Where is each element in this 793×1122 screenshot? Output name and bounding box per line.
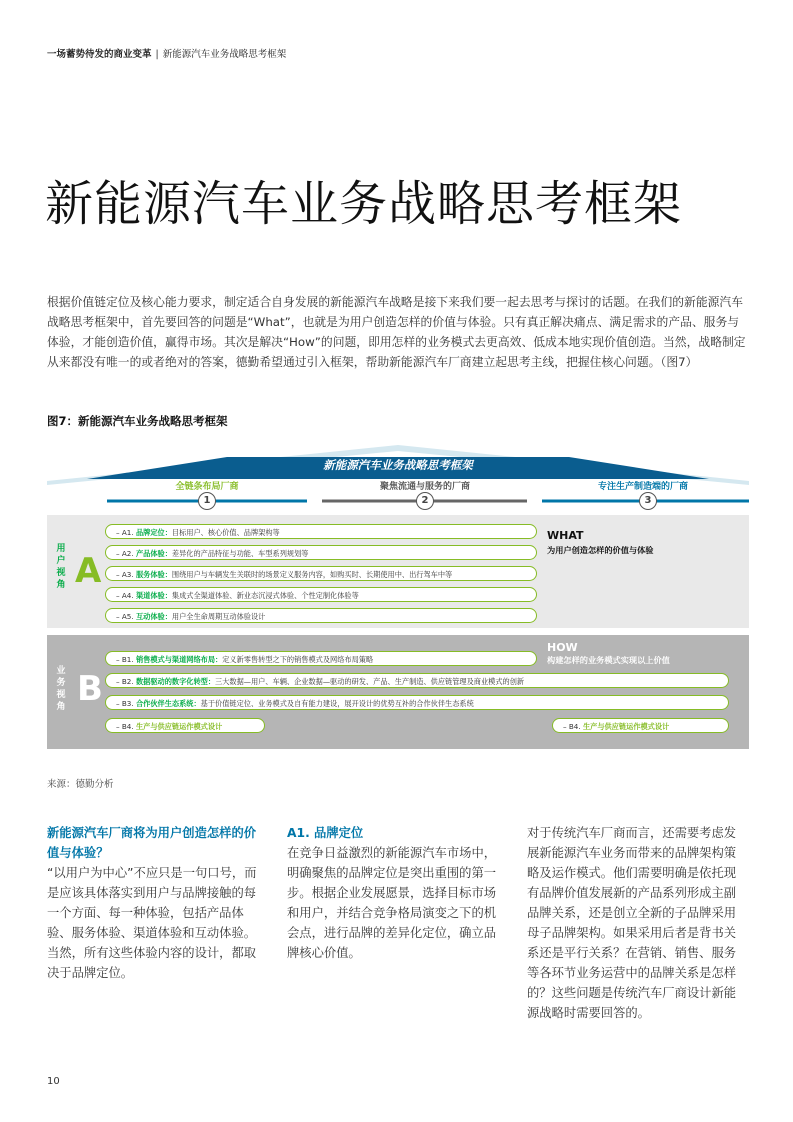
item-text: 围绕用户与车辆发生关联时的场景定义服务内容，如购买时、长期使用中、出行驾车中等 [171, 570, 453, 579]
item-text: 差异化的产品特征与功能、车型系列规划等 [171, 549, 309, 558]
page-number: 10 [47, 1076, 60, 1087]
item-text: 三大数据—用户、车辆、企业数据—驱动的研发、产品、生产制造、供应链管理及商业模式的创新 [215, 677, 525, 686]
item-b3 [105, 695, 729, 710]
banner-title: 新能源汽车业务战略思考框架 [323, 458, 473, 472]
user-perspective-band [47, 515, 749, 628]
user-perspective-label [55, 543, 67, 591]
running-header [47, 46, 286, 60]
item-text: 基于价值链定位、业务模式及自有能力建设，展开设计的优势互补的合作伙伴生态系统 [200, 699, 474, 708]
letter-a: A [75, 551, 102, 591]
item-code: – A1. [116, 528, 134, 537]
column3-label: 专注生产制造端的厂商 [597, 482, 688, 492]
column3-number: 3 [639, 492, 657, 510]
how-heading: HOW [547, 641, 578, 654]
item-a3 [105, 566, 537, 581]
business-perspective-label [55, 665, 67, 713]
item-key: 渠道体验： [135, 591, 172, 600]
column1-number: 1 [198, 492, 216, 510]
item-text: 定义新零售转型之下的销售模式及网络布局策略 [222, 655, 374, 664]
item-key: 销售模式与渠道网络布局： [135, 655, 223, 664]
figure-source: 来源：德勤分析 [47, 779, 114, 790]
item-text: 用户全生命周期互动体验设计 [171, 612, 266, 621]
what-subheading: 为用户创造怎样的价值与体验 [547, 545, 654, 555]
header-section: 一场蓄势待发的商业变革 [47, 49, 152, 60]
item-code: – A5. [116, 612, 134, 621]
item-code: – A2. [116, 549, 134, 558]
column1-body: “以用户为中心”不应只是一句口号，而是应该具体落实到用户与品牌接触的每一个方面、每一种体验，包括产品体验、服务体验、渠道体验和互动体验。当然，所有这些体验内容的设计，都取决于品牌定位。 [47, 866, 257, 980]
item-a5 [105, 608, 537, 623]
column3-body: 对于传统汽车厂商而言，还需要考虑发展新能源汽车业务而带来的品牌架构策略及运作模式。他们需要明确是依托现有品牌价值发展新的产品系列形成主副品牌关系，还是创立全新的子品牌采用母子品牌架构。如果采用后者是背书关系还是平行关系？在营销、销售、服务等各环节业务运营中的品牌关系是怎样的？这些问题是传统汽车厂商设计新能源战略时需要回答的。 [527, 826, 737, 1020]
item-key: 产品体验： [135, 549, 172, 558]
column2-heading: A1. 品牌定位 [287, 826, 364, 840]
side-char: 务 [56, 678, 66, 688]
letter-b: B [77, 669, 103, 709]
side-char: 角 [56, 580, 66, 590]
item-key: 服务体验： [135, 570, 172, 579]
item-text: 目标用户、核心价值、品牌架构等 [171, 528, 280, 537]
item-key: 合作伙伴生态系统： [135, 699, 201, 708]
item-code: – B1. [116, 655, 134, 664]
item-key: 数据驱动的数字化转型： [135, 677, 216, 686]
item-key: 生产与供应链运作模式设计 [135, 722, 223, 731]
header-chapter: 新能源汽车业务战略思考框架 [162, 49, 287, 60]
item-code: – B4. [116, 722, 134, 731]
column1-label: 全链条布局厂商 [175, 482, 239, 492]
side-char: 视 [56, 568, 66, 578]
item-text: 集成式全渠道体验、新业态沉浸式体验、个性定制化体验等 [171, 591, 359, 600]
item-code: – B4. [563, 722, 581, 731]
item-key: 生产与供应链运作模式设计 [582, 722, 670, 731]
side-char: 角 [56, 702, 66, 712]
item-a4 [105, 587, 537, 602]
side-char: 视 [56, 690, 66, 700]
item-key: 品牌定位： [135, 528, 172, 537]
column1-heading: 新能源汽车厂商将为用户创造怎样的价值与体验？ [47, 826, 257, 860]
intro-paragraph: 根据价值链定位及核心能力要求，制定适合自身发展的新能源汽车战略是接下来我们要一起去思考与探讨的话题。在我们的新能源汽车战略思考框架中，首先要回答的问题是“What”，也就是为用户创造怎样的价值与体验。只有真正解决痛点、满足需求的产品、服务与体验，才能创造价值，赢得市场。其次是解决“How”的问题，即用怎样的业务模式去更高效、低成本地实现价值创造。当然，战略制定从来都没有唯一的或者绝对的答案，德勤希望通过引入框架，帮助新能源汽车厂商建立起思考主线，把握住核心问题。（图7） [47, 295, 746, 369]
side-char: 业 [56, 666, 66, 676]
item-a1 [105, 524, 537, 539]
column-1 [47, 823, 267, 983]
item-code: – A4. [116, 591, 134, 600]
column-2 [287, 823, 507, 963]
item-b4-left [105, 718, 265, 733]
column2-number: 2 [416, 492, 434, 510]
column2-label: 聚焦流通与服务的厂商 [379, 482, 470, 492]
item-b2 [105, 673, 729, 688]
item-code: – A3. [116, 570, 134, 579]
how-subheading: 构建怎样的业务模式实现以上价值 [547, 655, 670, 665]
item-a2 [105, 545, 537, 560]
business-perspective-band [47, 635, 749, 749]
item-b1 [105, 651, 537, 666]
side-char: 用 [56, 544, 66, 554]
side-char: 户 [56, 556, 66, 566]
item-code: – B3. [116, 699, 134, 708]
column-3 [527, 823, 747, 1023]
item-b4-right [552, 718, 729, 733]
strategy-framework-diagram [47, 443, 749, 753]
column2-body: 在竞争日益激烈的新能源汽车市场中，明确聚焦的品牌定位是突出重围的第一步。根据企业发展愿景，选择目标市场和用户，并结合竞争格局演变之下的机会点，进行品牌的差异化定位，确立品牌核心价值。 [287, 846, 497, 960]
header-separator: | [155, 49, 159, 60]
item-key: 互动体验： [135, 612, 172, 621]
figure-label: 图7：新能源汽车业务战略思考框架 [47, 414, 228, 428]
page-title: 新能源汽车业务战略思考框架 [45, 176, 683, 232]
item-code: – B2. [116, 677, 134, 686]
what-heading: WHAT [547, 529, 584, 542]
